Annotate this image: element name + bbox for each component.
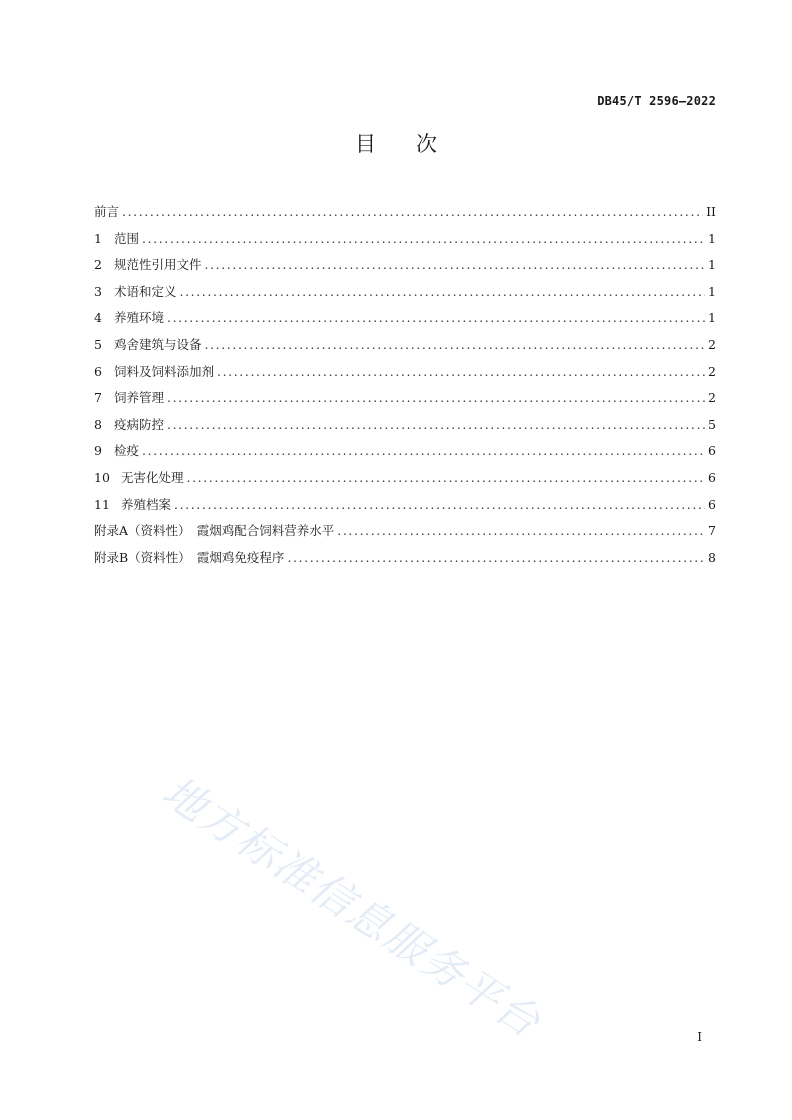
toc-entry-label: 饲养管理 — [114, 390, 165, 406]
toc-title-part1: 目 — [355, 132, 376, 156]
toc-entry-foreword[interactable] — [94, 199, 716, 226]
toc-title — [0, 128, 792, 158]
toc-entry-label: 疫病防控 — [114, 416, 165, 432]
toc-leader-dots — [122, 199, 703, 226]
toc-entry-number: 8 — [94, 416, 102, 432]
toc-entry-terms-definitions[interactable] — [94, 279, 716, 306]
toc-entry-number: 3 — [94, 283, 102, 299]
toc-entry-number: 4 — [94, 310, 102, 326]
toc-entry-label: 附录B（资料性） 霞烟鸡免疫程序 — [94, 549, 285, 565]
toc-entry-number: 1 — [94, 230, 102, 246]
toc-list — [94, 199, 716, 571]
toc-leader-dots — [205, 332, 706, 359]
toc-leader-dots — [142, 438, 705, 465]
toc-leader-dots — [217, 359, 705, 386]
toc-entry-label: 养殖环境 — [114, 310, 165, 326]
toc-entry-scope[interactable] — [94, 226, 716, 253]
toc-entry-label: 无害化处理 — [121, 469, 184, 485]
toc-entry-number: 5 — [94, 336, 102, 352]
toc-entry-page: 1 — [708, 257, 716, 273]
toc-entry-coop-equipment[interactable] — [94, 332, 716, 359]
toc-title-part2: 次 — [416, 132, 437, 156]
toc-entry-number: 11 — [94, 496, 110, 512]
toc-leader-dots — [337, 518, 705, 545]
toc-entry-number: 7 — [94, 390, 102, 406]
toc-entry-label: 养殖档案 — [121, 496, 172, 512]
toc-entry-page: 1 — [708, 283, 716, 299]
toc-entry-harmless-treatment[interactable] — [94, 465, 716, 492]
toc-leader-dots — [142, 226, 705, 253]
toc-entry-breeding-environment[interactable] — [94, 305, 716, 332]
toc-entry-page: 2 — [708, 336, 716, 352]
toc-leader-dots — [187, 465, 706, 492]
toc-leader-dots — [287, 545, 705, 572]
toc-entry-appendix-b[interactable] — [94, 545, 716, 572]
toc-entry-disease-control[interactable] — [94, 412, 716, 439]
toc-entry-feed-additives[interactable] — [94, 359, 716, 386]
toc-entry-label: 术语和定义 — [114, 283, 177, 299]
toc-entry-number: 2 — [94, 257, 102, 273]
toc-leader-dots — [180, 279, 706, 306]
toc-entry-breeding-records[interactable] — [94, 492, 716, 519]
toc-entry-label: 规范性引用文件 — [114, 257, 202, 273]
toc-entry-page: 6 — [708, 496, 716, 512]
toc-entry-page: 2 — [708, 363, 716, 379]
toc-entry-feeding-management[interactable] — [94, 385, 716, 412]
toc-leader-dots — [205, 252, 706, 279]
toc-entry-page: 1 — [708, 310, 716, 326]
document-code: DB45/T 2596—2022 — [597, 94, 716, 108]
toc-leader-dots — [167, 305, 705, 332]
toc-entry-page: II — [706, 204, 716, 219]
toc-entry-number: 10 — [94, 469, 110, 485]
toc-leader-dots — [174, 492, 705, 519]
toc-entry-page: 6 — [708, 443, 716, 459]
toc-entry-normative-references[interactable] — [94, 252, 716, 279]
toc-leader-dots — [167, 412, 705, 439]
toc-entry-label: 检疫 — [114, 443, 140, 459]
toc-entry-label: 前言 — [94, 204, 120, 219]
toc-entry-label: 范围 — [114, 230, 140, 246]
toc-entry-label: 鸡舍建筑与设备 — [114, 336, 202, 352]
toc-entry-page: 1 — [708, 230, 716, 246]
toc-entry-appendix-a[interactable] — [94, 518, 716, 545]
toc-entry-page: 6 — [708, 469, 716, 485]
watermark: 地方标准信息服务平台 — [153, 766, 550, 1048]
toc-entry-number: 6 — [94, 363, 102, 379]
toc-entry-quarantine[interactable] — [94, 438, 716, 465]
page-number: I — [697, 1030, 702, 1044]
toc-entry-page: 8 — [708, 549, 716, 565]
toc-entry-page: 5 — [708, 416, 716, 432]
toc-entry-label: 附录A（资料性） 霞烟鸡配合饲料营养水平 — [94, 523, 335, 539]
toc-entry-page: 2 — [708, 390, 716, 406]
toc-entry-number: 9 — [94, 443, 102, 459]
toc-entry-label: 饲料及饲料添加剂 — [114, 363, 215, 379]
toc-leader-dots — [167, 385, 705, 412]
toc-entry-page: 7 — [708, 523, 716, 539]
